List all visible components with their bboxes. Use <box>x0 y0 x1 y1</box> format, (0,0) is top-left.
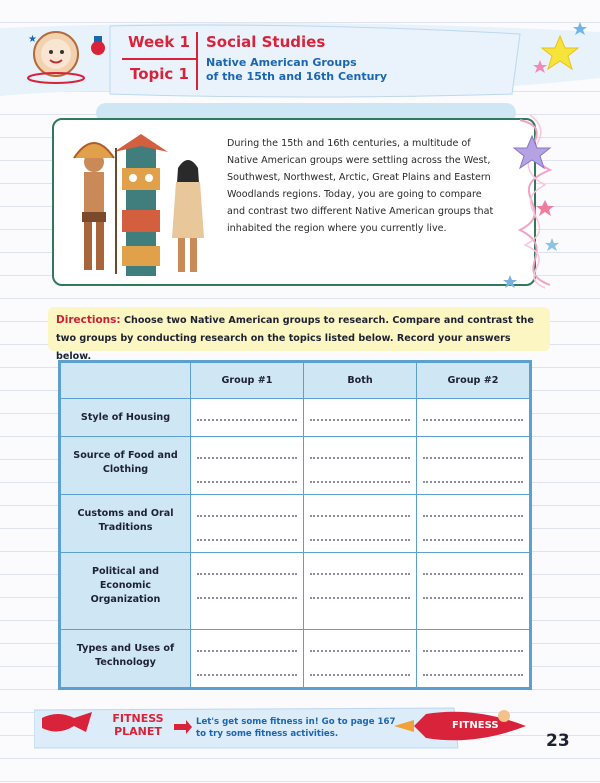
answer-cell[interactable] <box>191 494 304 552</box>
astronaut-mascot-icon <box>20 28 120 86</box>
table-row <box>61 630 530 688</box>
page-number: 23 <box>546 731 570 751</box>
answer-cell[interactable] <box>304 630 417 688</box>
fitness-planet-line1: FITNESS <box>112 712 164 725</box>
column-header-group1: Group #1 <box>191 363 304 399</box>
answer-cell[interactable] <box>191 437 304 495</box>
svg-text:★: ★ <box>28 34 37 45</box>
answer-cell[interactable] <box>417 630 530 688</box>
topic-label: Topic 1 <box>130 65 189 83</box>
header-divider-horizontal <box>122 58 197 60</box>
week-label: Week 1 <box>128 33 190 51</box>
topic-title-line1: Native American Groups <box>206 56 357 69</box>
row-label-food-clothing: Source of Food and Clothing <box>61 437 191 495</box>
header-divider-vertical <box>196 32 198 90</box>
directions-box <box>48 307 550 362</box>
answer-cell[interactable] <box>417 494 530 552</box>
answer-cell[interactable] <box>417 437 530 495</box>
table-header-row <box>61 363 530 399</box>
comparison-table <box>58 360 532 690</box>
fitness-rocket-label: FITNESS <box>452 720 499 731</box>
topic-title-line2: of the 15th and 16th Century <box>206 70 388 83</box>
fitness-note: Let's get some fitness in! Go to page 167 to try some fitness activities. <box>196 717 396 739</box>
fitness-planet-label[interactable] <box>98 712 178 738</box>
directions-text: Choose two Native American groups to research. Compare and contrast the two groups by conducting research on the topics listed below. Record your answers below. <box>56 315 534 362</box>
stars-decoration-icon <box>520 20 600 80</box>
answer-cell[interactable] <box>304 437 417 495</box>
table-row <box>61 399 530 437</box>
native-american-illustration-icon <box>64 128 214 280</box>
subject-label: Social Studies <box>206 33 326 51</box>
answer-cell[interactable] <box>191 552 304 630</box>
table-row <box>61 494 530 552</box>
table-corner-cell <box>61 363 191 399</box>
row-label-political: Political and Economic Organization <box>61 552 191 630</box>
fitness-planet-line2: PLANET <box>114 725 162 738</box>
scribble-decoration-icon <box>490 110 570 290</box>
answer-cell[interactable] <box>191 399 304 437</box>
answer-cell[interactable] <box>417 399 530 437</box>
directions-label: Directions: <box>56 314 121 326</box>
column-header-group2: Group #2 <box>417 363 530 399</box>
answer-cell[interactable] <box>304 399 417 437</box>
topic-title <box>206 56 426 84</box>
column-header-both: Both <box>304 363 417 399</box>
table-row <box>61 437 530 495</box>
table-row <box>61 552 530 630</box>
answer-cell[interactable] <box>304 494 417 552</box>
row-label-housing: Style of Housing <box>61 399 191 437</box>
reading-paragraph: During the 15th and 16th centuries, a multitude of Native American groups were settling across the West, Southwest, Northwest, Arctic, Great Plains and Eastern Woodlands regions. Today, you are going to compare and contrast two different Native American groups that inhabited the region where you currently live. <box>227 138 494 234</box>
answer-cell[interactable] <box>191 630 304 688</box>
row-label-technology: Types and Uses of Technology <box>61 630 191 688</box>
answer-cell[interactable] <box>304 552 417 630</box>
answer-cell[interactable] <box>417 552 530 630</box>
row-label-customs: Customs and Oral Traditions <box>61 494 191 552</box>
